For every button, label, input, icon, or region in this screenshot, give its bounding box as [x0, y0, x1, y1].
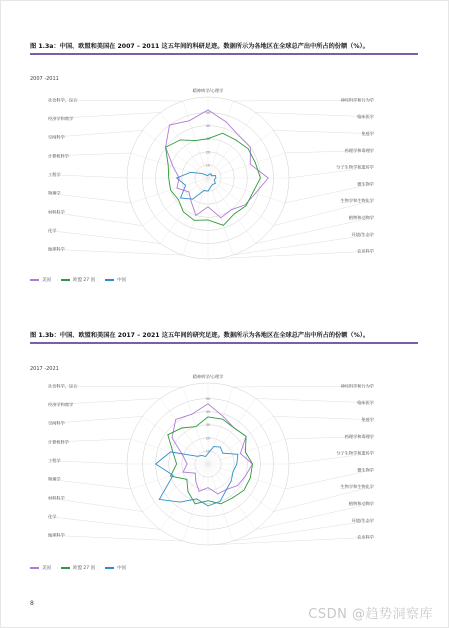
legend-swatch-china [105, 567, 114, 569]
tick-label: 10 [205, 163, 211, 168]
radar-chart-b [26, 366, 426, 576]
series-line-0 [166, 110, 269, 218]
category-label: 免疫学 [361, 131, 374, 136]
leader-line [256, 112, 372, 116]
legend-b [30, 564, 126, 572]
grid-spoke [160, 464, 208, 530]
category-label: 材料科学 [48, 209, 65, 215]
legend-swatch-usa [30, 279, 39, 281]
legend-label-usa: 美国 [42, 278, 51, 283]
tick-label: 10 [205, 449, 211, 454]
series-line-1 [168, 417, 253, 504]
legend-item-eu [61, 277, 95, 283]
category-label: 微生物学 [357, 467, 374, 473]
category-label: 神经科学和行为学 [340, 97, 374, 103]
category-label: 植物和动物学 [348, 501, 374, 506]
legend-item-china [105, 565, 126, 571]
category-label: 计算机科学 [48, 439, 69, 445]
category-label: 化学 [48, 228, 57, 234]
category-label: 地球科学 [48, 246, 65, 252]
category-label: 神经科学和行为学 [340, 383, 374, 389]
category-label: 分子生物学和遗传学 [336, 450, 374, 456]
category-label: 精神病学/心理学 [192, 374, 224, 379]
leader-line [50, 175, 127, 178]
category-label: 社会科学，综合 [48, 383, 78, 389]
legend-item-eu [61, 565, 95, 571]
leader-line [50, 461, 127, 464]
category-label: 物理学 [48, 190, 61, 196]
leader-line [256, 504, 372, 530]
watermark: CSDN @趋势洞察库 [308, 607, 433, 622]
leader-line [50, 193, 131, 203]
category-label: 物理学 [48, 476, 61, 482]
category-label: 药理学和毒理学 [344, 433, 374, 439]
category-label: 生物学和生物化学 [340, 198, 374, 204]
legend-label-china: 中国 [117, 278, 127, 283]
category-label: 工程学 [48, 172, 61, 178]
grid-spoke [208, 464, 256, 530]
tick-label: 30 [205, 423, 211, 428]
category-label: 空间科学 [48, 420, 65, 426]
category-label: 工程学 [48, 458, 61, 464]
legend-label-eu: 欧盟 27 国 [73, 566, 96, 571]
category-label: 农业科学 [357, 248, 374, 254]
series-line-2 [156, 447, 238, 506]
category-label: 生物学和生物化学 [340, 484, 374, 490]
category-label: 社会科学，综合 [48, 97, 78, 103]
category-label: 计算机科学 [48, 153, 69, 159]
category-label: 经济学和商学 [48, 116, 74, 122]
leader-line [50, 249, 183, 255]
grid-spoke [160, 112, 208, 178]
period-label-b: 2017 -2021 [30, 366, 59, 372]
leader-line [274, 201, 372, 226]
leader-line [256, 218, 372, 244]
legend-label-eu: 欧盟 27 国 [73, 278, 96, 283]
category-label: 经济学和商学 [48, 402, 74, 408]
category-label: 空间科学 [48, 134, 65, 140]
leader-line [50, 479, 131, 489]
category-label: 免疫学 [361, 417, 374, 422]
leader-line [274, 130, 372, 133]
leader-line [50, 535, 183, 541]
category-label: 临床医学 [357, 114, 374, 120]
tick-label: 20 [205, 150, 211, 155]
leader-line [50, 517, 160, 530]
category-label: 材料科学 [48, 495, 65, 501]
radar-chart-a [26, 80, 426, 290]
legend-item-usa [30, 277, 51, 283]
category-label: 化学 [48, 514, 57, 520]
figure-title-b: 图 1.3b：中国、欧盟和美国在 2017 – 2021 这五年间的研究足迹。数据所示为各地区在全球总产出中所占的份额（%）。 [30, 332, 370, 339]
legend-swatch-china [105, 279, 114, 281]
leader-line [50, 231, 160, 244]
tick-label: 20 [205, 436, 211, 441]
leader-line [274, 416, 372, 419]
legend-swatch-eu [61, 567, 70, 569]
legend-a [30, 276, 126, 284]
tick-label: 40 [205, 410, 211, 415]
category-label: 环境/生态学 [351, 517, 374, 523]
grid-spoke [208, 178, 274, 226]
legend-swatch-usa [30, 567, 39, 569]
tick-label: 50 [205, 111, 211, 116]
grid-spoke [205, 416, 274, 464]
figure-rule-b [30, 342, 418, 344]
grid-spoke [208, 178, 256, 244]
leader-line [256, 398, 372, 402]
category-label: 临床医学 [357, 400, 374, 406]
period-label-a: 2007 -2011 [30, 76, 59, 82]
category-label: 精神病学/心理学 [192, 88, 224, 93]
category-label: 分子生物学和遗传学 [336, 164, 374, 170]
leader-line [274, 487, 372, 512]
legend-item-china [105, 277, 126, 283]
page-number: 8 [30, 600, 34, 607]
tick-label: 50 [205, 397, 211, 402]
category-label: 农业科学 [357, 534, 374, 540]
figure-title-a: 图 1.3a：中国、欧盟和美国在 2007 – 2011 这五年间的科研足迹。数据所示为各地区在全球总产出中所占的份额（%）。 [30, 43, 369, 50]
category-label: 药理学和毒理学 [344, 147, 374, 153]
grid-spoke [208, 464, 274, 512]
category-label: 植物和动物学 [348, 215, 374, 220]
category-label: 环境/生态学 [351, 231, 374, 237]
figure-rule-a [30, 53, 418, 55]
legend-swatch-eu [61, 279, 70, 281]
tick-label: 30 [205, 137, 211, 142]
category-label: 地球科学 [48, 532, 65, 538]
grid-spoke [142, 178, 208, 226]
legend-label-usa: 美国 [42, 566, 51, 571]
legend-label-china: 中国 [117, 566, 127, 571]
legend-item-usa [30, 565, 51, 571]
category-label: 微生物学 [357, 181, 374, 187]
tick-label: 40 [205, 124, 211, 129]
